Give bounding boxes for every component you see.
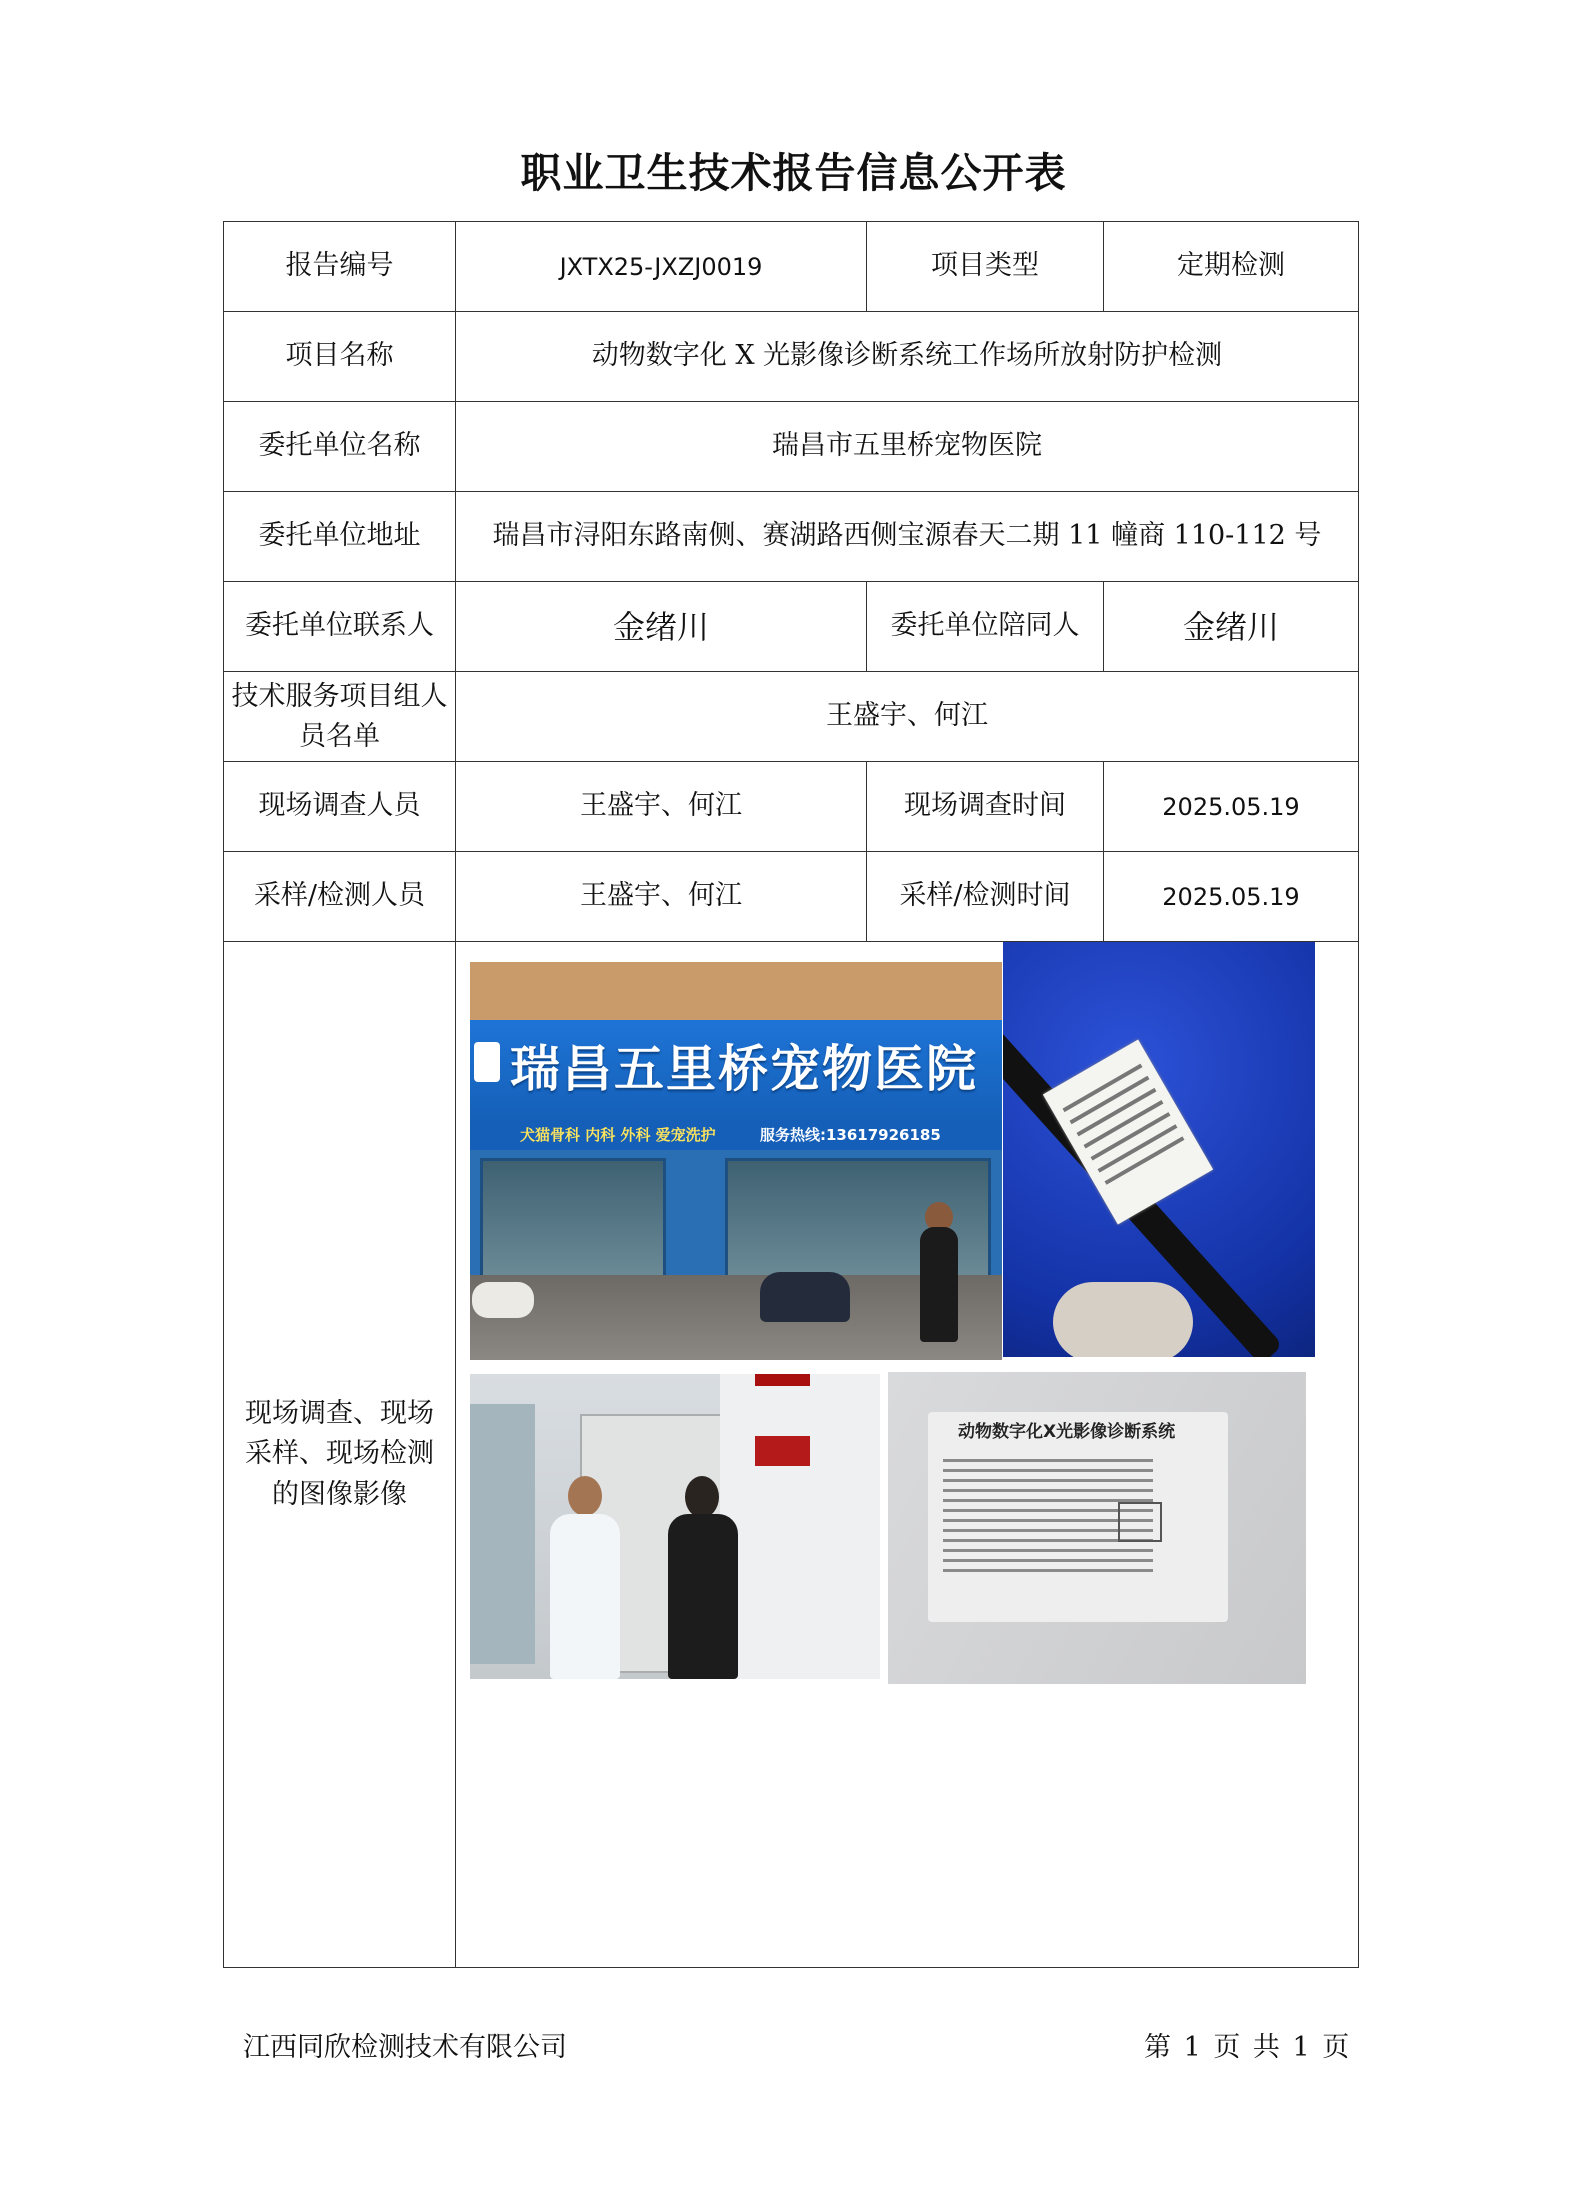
- table-row: [224, 942, 1359, 1968]
- contact-value: 金绪川: [456, 582, 867, 672]
- info-table: [223, 221, 1359, 1968]
- escort-label: 委托单位陪同人: [867, 582, 1104, 672]
- project-name-value: 动物数字化 X 光影像诊断系统工作场所放射防护检测: [456, 312, 1359, 402]
- sampling-staff-value: 王盛宇、何江: [456, 852, 867, 942]
- client-address-value: 瑞昌市浔阳东路南侧、赛湖路西侧宝源春天二期 11 幢商 110-112 号: [456, 492, 1359, 582]
- storefront-hotline-text: 服务热线:13617926185: [760, 1126, 941, 1144]
- team-label: 技术服务项目组人员名单: [224, 672, 456, 762]
- survey-staff-value: 王盛宇、何江: [456, 762, 867, 852]
- nameplate-title: 动物数字化X光影像诊断系统: [958, 1422, 1176, 1442]
- apron-label-photo: [1003, 942, 1315, 1357]
- sampling-time-label: 采样/检测时间: [867, 852, 1104, 942]
- storefront-sign-text: 瑞昌五里桥宠物医院: [510, 1040, 978, 1098]
- survey-time-label: 现场调查时间: [867, 762, 1104, 852]
- images-cell: [456, 942, 1359, 1968]
- project-type-value: 定期检测: [1104, 222, 1359, 312]
- footer-company: 江西同欣检测技术有限公司: [243, 2032, 567, 2063]
- table-row: [224, 222, 1359, 312]
- survey-time-value: 2025.05.19: [1104, 762, 1359, 852]
- storefront-services-text: 犬猫骨科 内科 外科 爱宠洗护: [520, 1126, 716, 1144]
- table-row: [224, 852, 1359, 942]
- client-name-label: 委托单位名称: [224, 402, 456, 492]
- table-row: [224, 402, 1359, 492]
- sampling-time-value: 2025.05.19: [1104, 852, 1359, 942]
- project-type-label: 项目类型: [867, 222, 1104, 312]
- images-label: 现场调查、现场采样、现场检测的图像影像: [224, 942, 456, 1968]
- document-title: 职业卫生技术报告信息公开表: [520, 149, 1067, 197]
- hospital-logo-icon: [474, 1042, 500, 1082]
- report-no-label: 报告编号: [224, 222, 456, 312]
- client-address-label: 委托单位地址: [224, 492, 456, 582]
- staff-room-photo: [470, 1374, 880, 1679]
- client-name-value: 瑞昌市五里桥宠物医院: [456, 402, 1359, 492]
- storefront-photo: [470, 962, 1002, 1360]
- sampling-staff-label: 采样/检测人员: [224, 852, 456, 942]
- device-nameplate-photo: [888, 1372, 1306, 1684]
- footer-page-number: 第 1 页 共 1 页: [1144, 2032, 1352, 2063]
- warning-symbols-icon: [1118, 1502, 1162, 1542]
- table-row: [224, 672, 1359, 762]
- team-value: 王盛宇、何江: [456, 672, 1359, 762]
- table-row: [224, 582, 1359, 672]
- contact-label: 委托单位联系人: [224, 582, 456, 672]
- table-row: [224, 492, 1359, 582]
- escort-value: 金绪川: [1104, 582, 1359, 672]
- report-no-value: JXTX25-JXZJ0019: [456, 222, 867, 312]
- table-row: [224, 762, 1359, 852]
- survey-staff-label: 现场调查人员: [224, 762, 456, 852]
- project-name-label: 项目名称: [224, 312, 456, 402]
- table-row: [224, 312, 1359, 402]
